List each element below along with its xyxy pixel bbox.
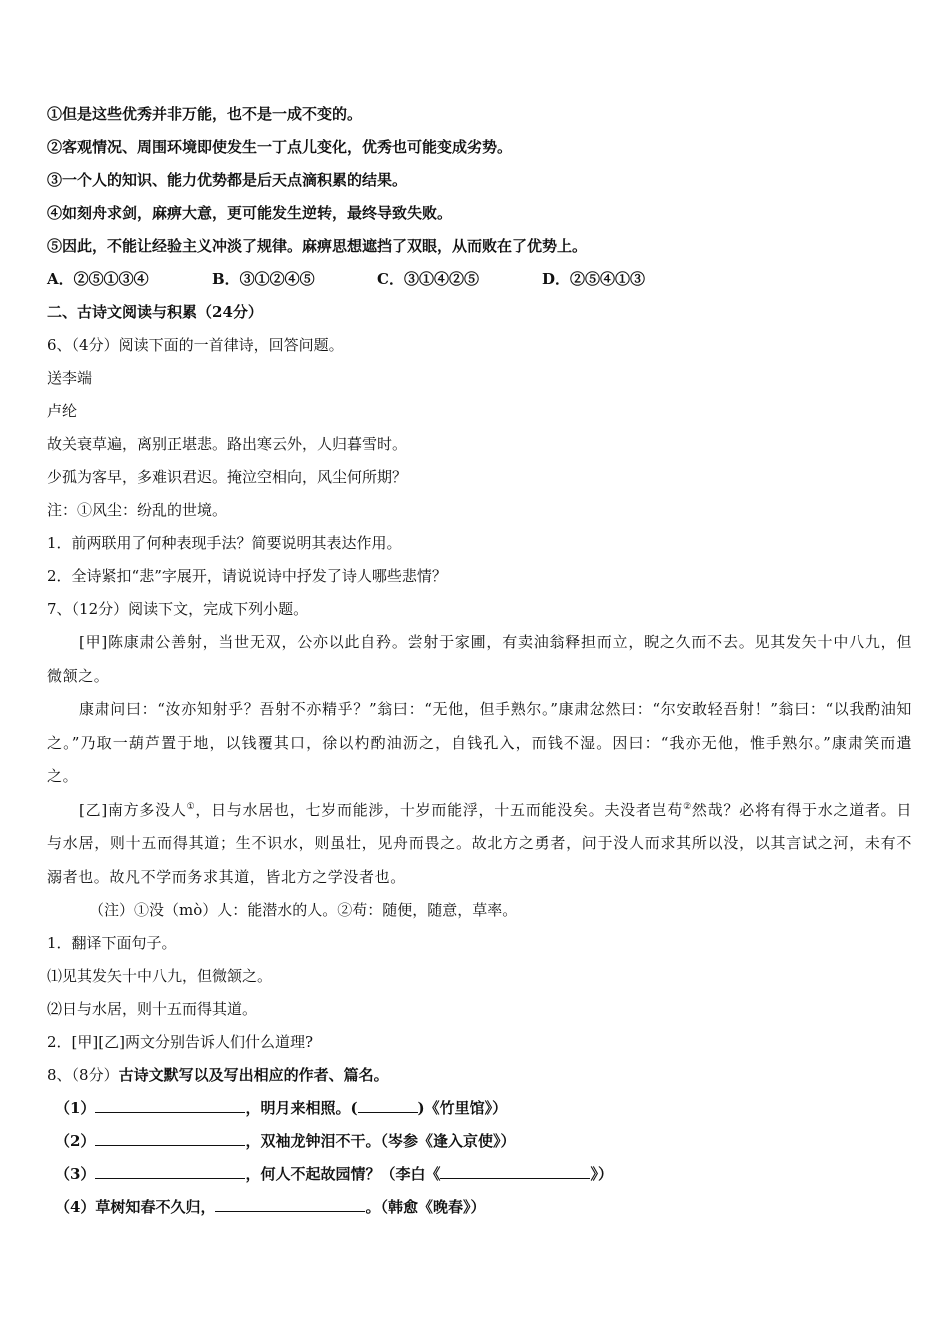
q8-item-4: （4）草树知春不久归， 。（韩愈《晚春》） [55,1198,486,1216]
poem-note: 注：①风尘：纷乱的世境。 [47,501,228,519]
q6-sub-question-1: 1．前两联用了何种表现手法？简要说明其表达作用。 [47,534,402,552]
option-a: A．②⑤①③④ [47,270,149,288]
answer-blank[interactable] [95,1131,245,1146]
title-blank[interactable] [440,1164,590,1179]
poem-title: 送李端 [47,369,93,387]
sentence-2: ②客观情况、周围环境即使发生一丁点儿变化，优秀也可能变成劣势。 [47,138,513,156]
footnote-mark-1: ① [186,801,196,812]
footnote-mark-2: ② [683,801,692,812]
poem-line-2: 少孤为客早，多难识君迟。掩泣空相向，风尘何所期？ [47,468,408,486]
q7-intro: 7、（12分）阅读下文，完成下列小题。 [47,600,309,618]
section-heading: 二、古诗文阅读与积累（24分） [47,303,263,321]
sentence-5: ⑤因此，不能让经验主义冲淡了规律。麻痹思想遮挡了双眼，从而败在了优势上。 [47,237,588,255]
passage-jia-2: 康肃问曰：“汝亦知射乎？吾射不亦精乎？”翁曰：“无他，但手熟尔。”康肃忿然曰：“尔安敢轻吾射！”翁曰：“以我酌油知之。”乃取一葫芦置于地，以钱覆其口，徐以杓酌油沥之，自钱孔入，而钱不湿。因曰：“我亦无他，惟手熟尔。”康肃笑而遣之。 [47,700,912,785]
q7-sub-question-1: 1．翻译下面句子。 [47,934,177,952]
answer-blank[interactable] [95,1164,245,1179]
q6-intro: 6、（4分）阅读下面的一首律诗，回答问题。 [47,336,344,354]
answer-blank[interactable] [215,1197,365,1212]
q7-translate-b: ⑵日与水居，则十五而得其道。 [47,1000,258,1018]
sentence-4: ④如刻舟求剑，麻痹大意，更可能发生逆转，最终导致失败。 [47,204,453,222]
q8-item-3: （3） ，何人不起故园情？（李白《 》） [55,1165,613,1183]
author-blank[interactable] [358,1098,418,1113]
answer-blank[interactable] [95,1098,245,1113]
q8-intro: 8、（8分）古诗文默写以及写出相应的作者、篇名。 [47,1066,389,1084]
document-page [47,98,912,1224]
answer-options [47,263,912,296]
q8-item-1: （1） ，明月来相照。( )《竹里馆》） [55,1099,508,1117]
option-c: C．③①④②⑤ [377,270,479,288]
q6-sub-question-2: 2．全诗紧扣“悲”字展开，请说说诗中抒发了诗人哪些悲情？ [47,567,447,585]
option-b: B．③①②④⑤ [212,270,315,288]
q7-note: （注）①没（mò）人：能潜水的人。②苟：随便，随意，草率。 [89,901,518,919]
passage-yi: [乙]南方多没人①，日与水居也，七岁而能涉，十岁而能浮，十五而能没矣。夫没者岂苟②然哉？必将有得于水之道者。日与水居，则十五而得其道；生不识水，则虽壮，见舟而畏之。故北方之勇者，问于没人而求其所以没，以其言试之河，未有不溺者也。故凡不学而务求其道，皆北方之学没者也。 [47,800,913,886]
sentence-3: ③一个人的知识、能力优势都是后天点滴积累的结果。 [47,171,408,189]
passage-jia-1: [甲]陈康肃公善射，当世无双，公亦以此自矜。尝射于家圃，有卖油翁释担而立，睨之久而不去。见其发矢十中八九，但微颔之。 [47,633,912,685]
option-d: D．②⑤④①③ [542,270,646,288]
sentence-1: ①但是这些优秀并非万能，也不是一成不变的。 [47,105,363,123]
q7-sub-question-2: 2．[甲][乙]两文分别告诉人们什么道理? [47,1033,313,1051]
poem-author: 卢纶 [47,402,78,420]
q7-translate-a: ⑴见其发矢十中八九，但微颔之。 [47,967,273,985]
poem-line-1: 故关衰草遍，离别正堪悲。路出寒云外，人归暮雪时。 [47,435,408,453]
q8-item-2: （2） ，双袖龙钟泪不干。（岑参《逢入京使》） [55,1132,516,1150]
